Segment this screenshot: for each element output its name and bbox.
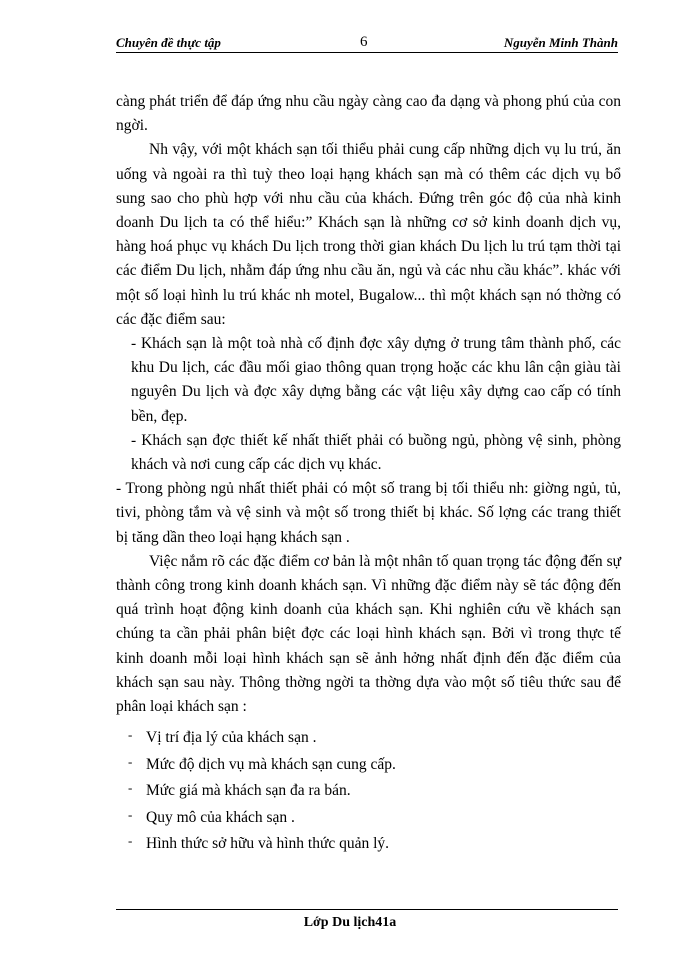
list-item-text: Hình thức sở hữu và hình thức quản lý. [146, 835, 390, 853]
header-author: Nguyễn Minh Thành [503, 35, 618, 50]
list-item [116, 778, 621, 805]
footer-divider [116, 909, 618, 910]
list-item-text: Quy mô của khách sạn . [146, 808, 295, 826]
list-item [116, 752, 621, 779]
page-header [116, 34, 618, 53]
characteristic-item-1: - Khách sạn là một toà nhà cố định đợc xây dựng ở trung tâm thành phố, các khu Du lịch, các đầu mối giao thông quan trọng hoặc các khu lân cận giàu tài nguyên Du lịch và đợc xây dựng bằng các vật liệu xây dựng cao cấp có tính bền, đẹp. [131, 335, 621, 425]
paragraph-hotel-definition: Nh vậy, với một khách sạn tối thiểu phải cung cấp những dịch vụ lu trú, ăn uống và ngoài ra thì tuỳ theo loại hạng khách sạn mà có thêm các dịch vụ bổ sung sao cho phù hợp với nhu cầu của khách. Đứng trên góc độ của nhà kinh doanh Du lịch ta có thể hiểu:” Khách sạn là những cơ sở kinh doanh dịch vụ, hàng hoá phục vụ khách Du lịch trong thời gian khách Du lịch lu trú tạm thời tại các điểm Du lịch, nhằm đáp ứng nhu cầu ăn, ngủ và các nhu cầu khác”. khác với một số loại hình lu trú khác nh motel, Bugalow... thì một khách sạn nó thờng có các đặc điểm sau: [116, 141, 621, 328]
list-item-text: Vị trí địa lý của khách sạn . [146, 729, 317, 747]
paragraph-classification: Việc nắm rõ các đặc điểm cơ bản là một nhân tố quan trọng tác động đến sự thành công trong kinh doanh khách sạn. Vì những đặc điểm này sẽ tác động đến quá trình hoạt động kinh doanh của khách sạn. Khi nghiên cứu về khách sạn chúng ta cần phải phân biệt đợc các loại hình khách sạn. Bởi vì trong thực tế kinh doanh mỗi loại hình khách sạn sẽ ảnh hởng nhất định đến đặc điểm của khách sạn sau này. Thông thờng ngời ta thờng dựa vào một số tiêu thức sau để phân loại khách sạn : [116, 552, 621, 716]
list-item-text: Mức giá mà khách sạn đa ra bán. [146, 782, 351, 800]
bullet-mark: - [128, 833, 133, 849]
characteristic-item-2: - Khách sạn đợc thiết kế nhất thiết phải có buồng ngủ, phòng vệ sinh, phòng khách và nơi cung cấp các dịch vụ khác. [131, 431, 621, 474]
header-title: Chuyên đề thực tập [116, 35, 221, 50]
characteristic-item-3: - Trong phòng ngủ nhất thiết phải có một số trang bị tối thiểu nh: giờng ngủ, tủ, tivi, phòng tắm và vệ sinh và một số trong thiết bị khác. Số lợng các trang thiết bị tăng dần theo loại hạng khách sạn . [116, 480, 621, 546]
bullet-mark: - [128, 753, 133, 769]
list-item-text: Mức độ dịch vụ mà khách sạn cung cấp. [146, 755, 396, 773]
page-footer: Lớp Du lịch41a [303, 915, 397, 930]
bullet-mark: - [128, 727, 133, 743]
paragraph-continuation: càng phát triển để đáp ứng nhu cầu ngày càng cao đa dạng và phong phú của con ngời. [116, 93, 621, 135]
list-item [116, 805, 621, 832]
page-body [116, 90, 621, 858]
list-item [116, 831, 621, 858]
classification-criteria-list [116, 725, 621, 858]
bullet-mark: - [128, 780, 133, 796]
list-item [116, 725, 621, 752]
page-number: 6 [360, 34, 368, 50]
bullet-mark: - [128, 806, 133, 822]
